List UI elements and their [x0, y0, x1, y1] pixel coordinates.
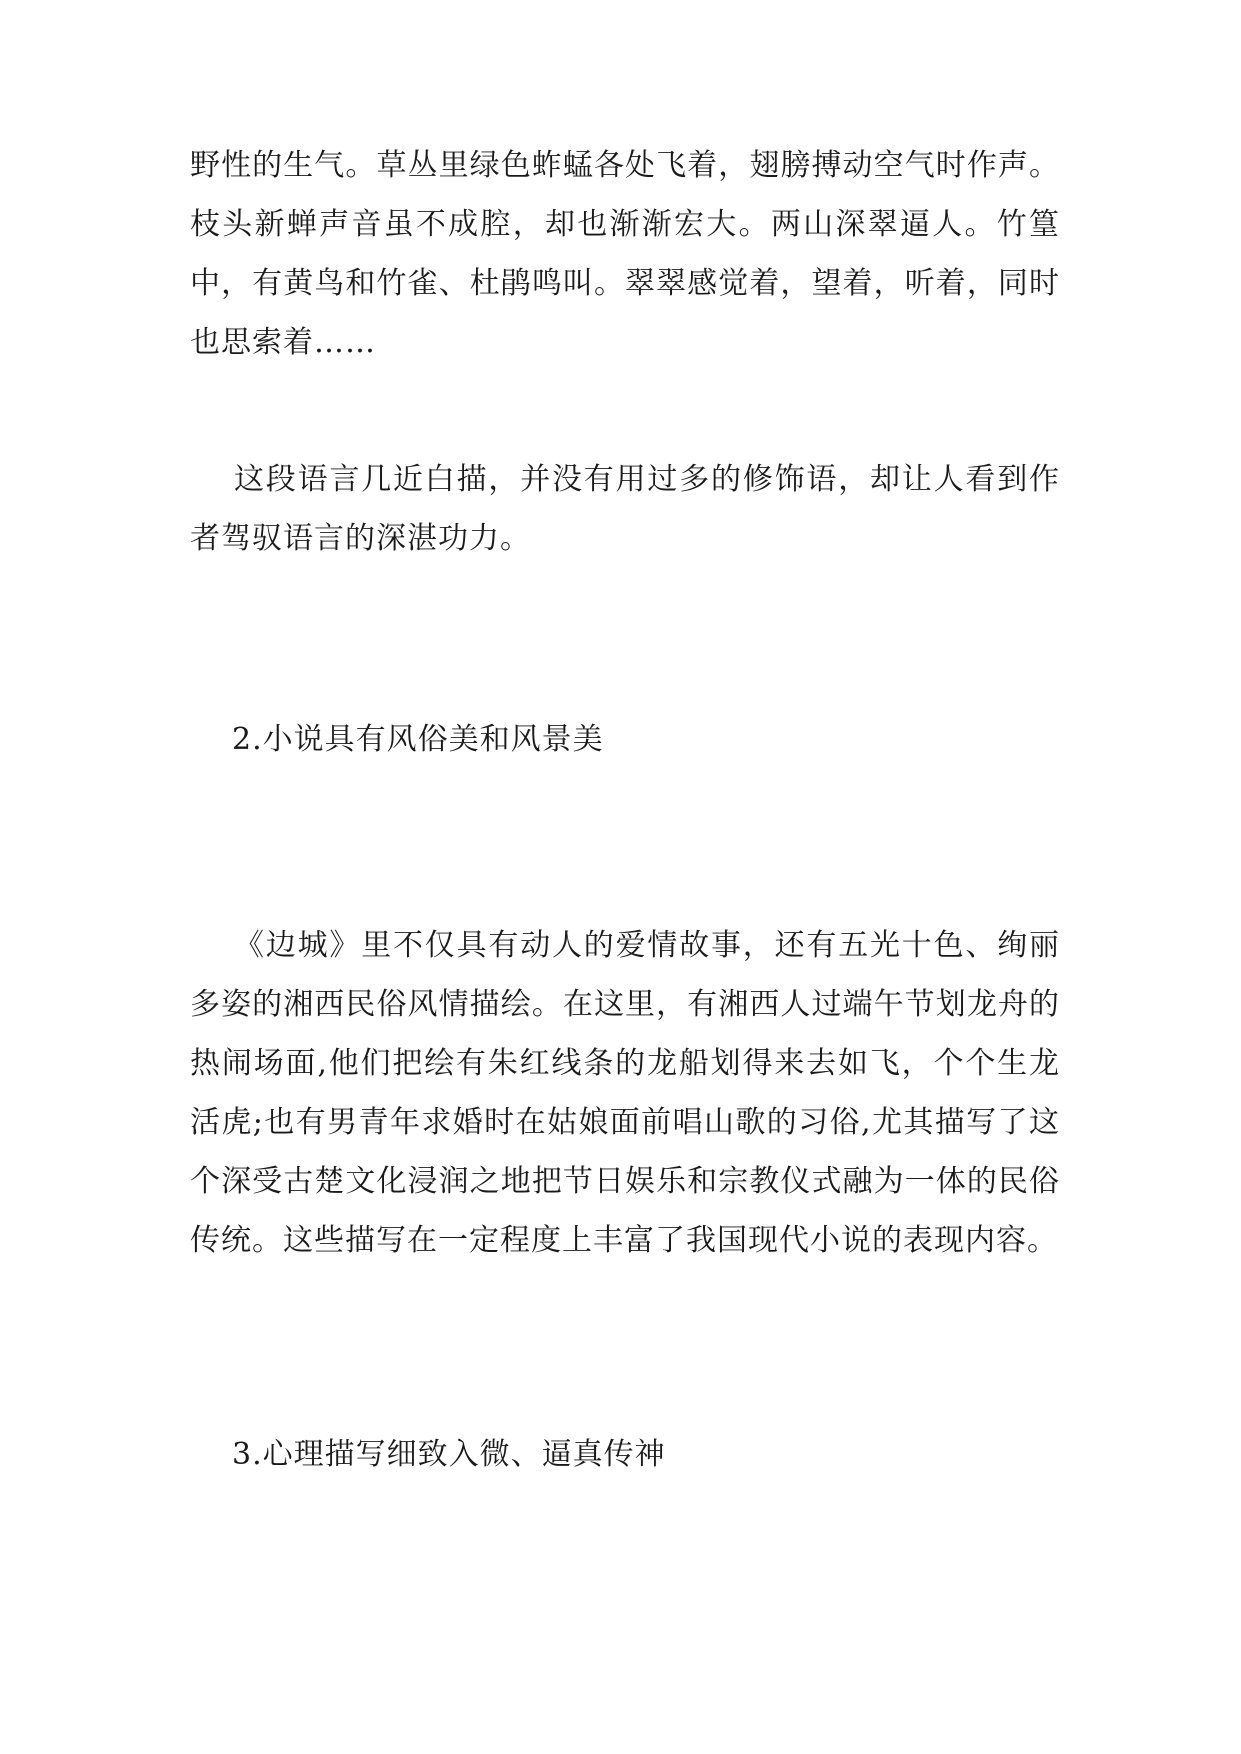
paragraph-folk-customs: 《边城》里不仅具有动人的爱情故事，还有五光十色、绚丽多姿的湘西民俗风情描绘。在这里，有湘西人过端午节划龙舟的热闹场面,他们把绘有朱红线条的龙船划得来去如飞，个个生龙活虎;也有男青年求婚时在姑娘面前唱山歌的习俗,尤其描写了这个深受古楚文化浸润之地把节日娱乐和宗教仪式融为一体的民俗传统。这些描写在一定程度上丰富了我国现代小说的表现内容。: [190, 928, 1060, 1258]
section-heading-3: 3.心理描写细致入微、逼真传神: [232, 1437, 666, 1472]
paragraph-nature-description: 野性的生气。草丛里绿色蚱蜢各处飞着，翅膀搏动空气时作声。枝头新蝉声音虽不成腔，却也渐渐宏大。两山深翠逼人。竹篁中，有黄鸟和竹雀、杜鹃鸣叫。翠翠感觉着，望着，听着，同时也思索着……: [190, 148, 1060, 360]
section-heading-2: 2.小说具有风俗美和风景美: [232, 722, 604, 757]
paragraph-language-comment: 这段语言几近白描，并没有用过多的修饰语，却让人看到作者驾驭语言的深湛功力。: [190, 462, 1060, 556]
